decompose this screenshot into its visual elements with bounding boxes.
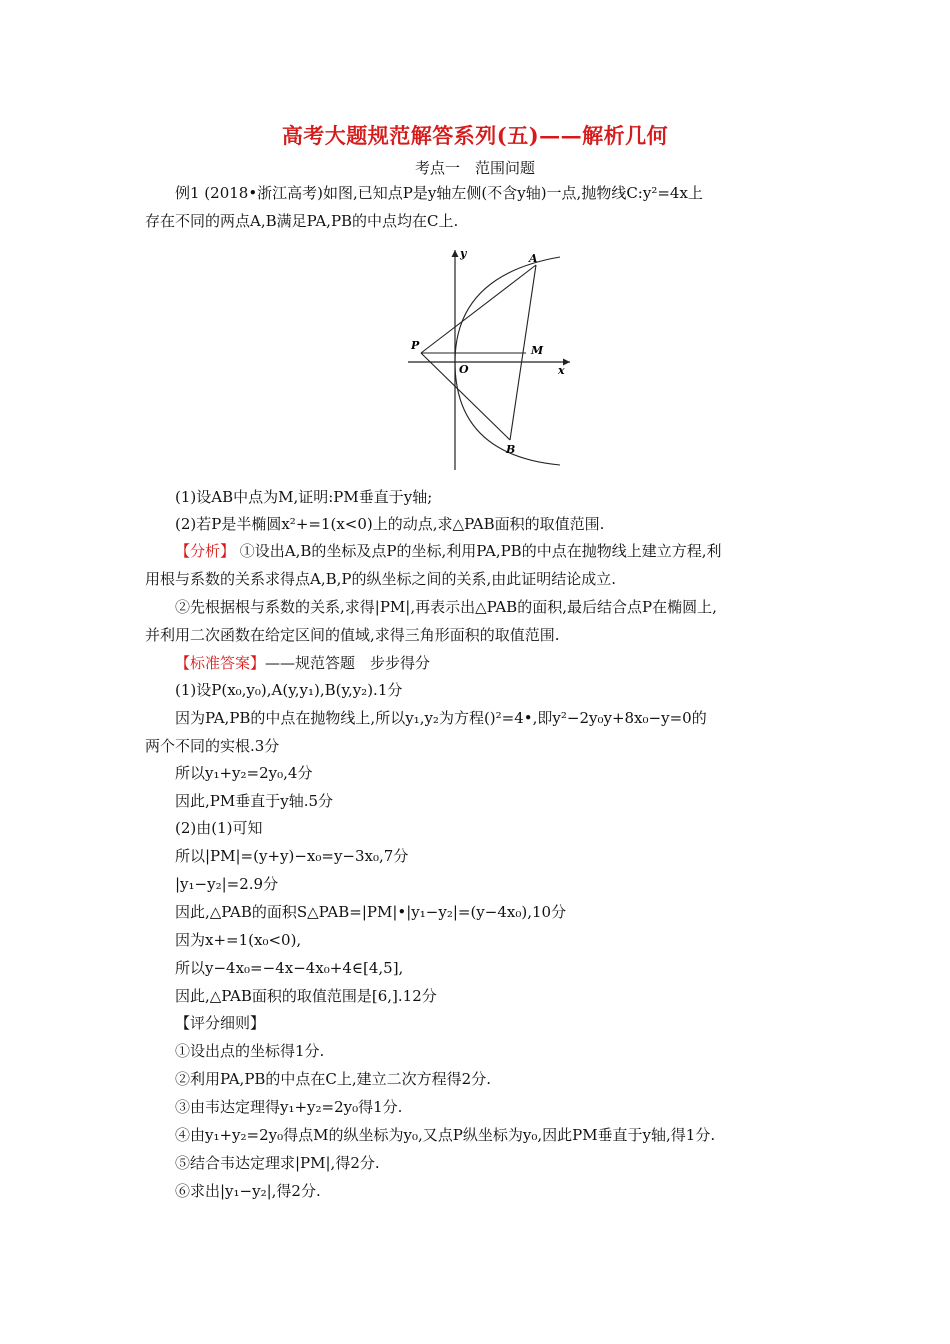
scoring-rule-3: ③由韦达定理得y₁+y₂=2y₀得1分. <box>175 1098 403 1116</box>
answer-step-5: (2)由(1)可知 <box>175 819 263 837</box>
answer-step-3: 所以y₁+y₂=2y₀,4分 <box>175 764 313 782</box>
answer-step-2b: 两个不同的实根.3分 <box>145 737 280 755</box>
analysis-text-1: ①设出A,B的坐标及点P的坐标,利用PA,PB的中点在抛物线上建立方程,利 <box>235 542 722 560</box>
parabola-curve <box>455 257 560 465</box>
answer-tag-rest: ——规范答题 步步得分 <box>265 654 431 672</box>
scoring-rule-1: ①设出点的坐标得1分. <box>175 1042 325 1060</box>
analysis-line-4: 并利用二次函数在给定区间的值域,求得三角形面积的取值范围. <box>145 626 560 644</box>
section-subtitle: 考点一 范围问题 <box>414 159 535 177</box>
label-p: P <box>411 339 420 352</box>
answer-step-1: (1)设P(x₀,y₀),A(y,y₁),B(y,y₂).1分 <box>175 681 403 699</box>
parabola-figure <box>400 245 580 480</box>
answer-tag: 【标准答案】 <box>175 654 266 672</box>
segment-pa <box>421 265 536 353</box>
answer-step-7: |y₁−y₂|=2.9分 <box>175 875 279 893</box>
scoring-rule-2: ②利用PA,PB的中点在C上,建立二次方程得2分. <box>175 1070 491 1088</box>
problem-line-1: 例1 (2018•浙江高考)如图,已知点P是y轴左侧(不含y轴)一点,抛物线C:y²=4x上 <box>175 184 703 202</box>
analysis-tag: 【分析】 <box>175 542 236 560</box>
scoring-rule-4: ④由y₁+y₂=2y₀得点M的纵坐标为y₀,又点P纵坐标为y₀,因此PM垂直于y轴,得1分. <box>175 1126 716 1144</box>
label-m: M <box>531 344 544 357</box>
answer-step-10: 所以y−4x₀=−4x−4x₀+4∈[4,5], <box>175 959 404 977</box>
answer-step-4: 因此,PM垂直于y轴.5分 <box>175 792 334 810</box>
label-o: O <box>459 363 469 376</box>
label-x: x <box>558 364 565 377</box>
answer-step-6: 所以|PM|=(y+y)−x₀=y−3x₀,7分 <box>175 847 409 865</box>
answer-step-9: 因为x+=1(x₀<0), <box>175 931 302 949</box>
label-a: A <box>529 252 538 265</box>
label-y: y <box>460 247 467 260</box>
analysis-line-2: 用根与系数的关系求得点A,B,P的纵坐标之间的关系,由此证明结论成立. <box>145 570 617 588</box>
label-b: B <box>506 443 516 456</box>
answer-step-11: 因此,△PAB面积的取值范围是[6,].12分 <box>175 987 437 1005</box>
answer-step-2a: 因为PA,PB的中点在抛物线上,所以y₁,y₂为方程()²=4•,即y²−2y₀y+8x₀−y=0的 <box>175 709 707 727</box>
problem-line-2: 存在不同的两点A,B满足PA,PB的中点均在C上. <box>145 212 459 230</box>
scoring-rule-5: ⑤结合韦达定理求|PM|,得2分. <box>175 1154 380 1172</box>
analysis-line-1 <box>175 541 810 561</box>
scoring-tag: 【评分细则】 <box>175 1014 266 1032</box>
answer-header <box>175 653 810 673</box>
question-1: (1)设AB中点为M,证明:PM垂直于y轴; <box>175 488 433 506</box>
scoring-rule-6: ⑥求出|y₁−y₂|,得2分. <box>175 1182 321 1200</box>
page-title: 高考大题规范解答系列(五)——解析几何 <box>281 123 669 148</box>
answer-step-8: 因此,△PAB的面积S△PAB=|PM|•|y₁−y₂|=(y−4x₀),10分 <box>175 903 567 921</box>
analysis-line-3: ②先根据根与系数的关系,求得|PM|,再表示出△PAB的面积,最后结合点P在椭圆上, <box>175 598 717 616</box>
question-2: (2)若P是半椭圆x²+=1(x<0)上的动点,求△PAB面积的取值范围. <box>175 515 605 533</box>
